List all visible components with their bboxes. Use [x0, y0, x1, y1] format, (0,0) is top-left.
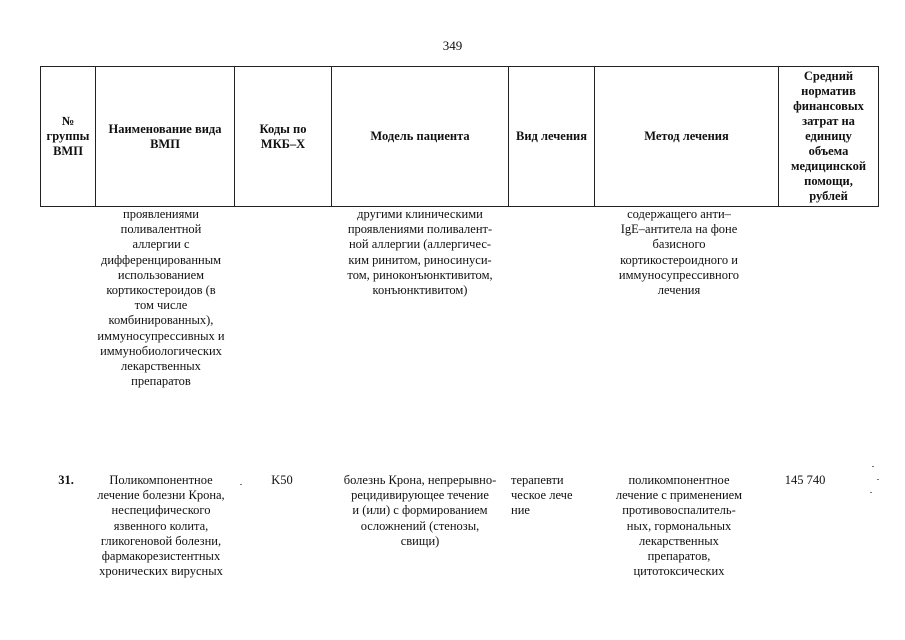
table-row-treatment: терапевти ческое лече ние	[511, 473, 573, 518]
table-row-name: проявлениями поливалентной аллергии с дифференцированным использованием кортикостероидов (в том числе комбинированных), иммуносупрессивных и иммунобиологических лекарственных препаратов	[97, 207, 225, 389]
table-row-model: другими клиническими проявлениями поливалент- ной аллергии (аллергичес- ким ринитом, риносинуси- том, риноконъюнктивитом, конъюнктивитом)	[347, 207, 493, 298]
scan-speck	[240, 484, 242, 485]
table-row-method: поликомпонентное лечение с применением противовоспалитель- ных, гормональных лекарственных препаратов, цитотоксических	[615, 473, 743, 579]
table-row-codes: K50	[271, 473, 293, 487]
scan-speck	[877, 479, 879, 480]
table-row-method: содержащего анти– IgE–антитела на фоне базисного кортикостероидного и иммуносупрессивного лечения	[618, 207, 740, 298]
table-row-cost: 145 740	[784, 473, 826, 487]
table-header	[40, 66, 879, 207]
header-treatment-method: Метод лечения	[595, 67, 779, 207]
scan-speck	[872, 466, 874, 467]
header-treatment-type: Вид лечения	[509, 67, 595, 207]
header-vmp-name: Наименование вида ВМП	[96, 67, 235, 207]
header-average-cost: Средний норматив финансовых затрат на единицу объема медицинской помощи, рублей	[779, 67, 879, 207]
table-row-model: болезнь Крона, непрерывно- рецидивирующее течение и (или) с формированием осложнений (стенозы, свищи)	[343, 473, 497, 548]
scan-speck	[870, 492, 872, 493]
header-patient-model: Модель пациента	[332, 67, 509, 207]
page-number: 349	[442, 38, 463, 53]
header-icd-codes: Коды по МКБ–X	[235, 67, 332, 207]
header-group-number: № группы ВМП	[41, 67, 96, 207]
table-row-group: 31.	[58, 473, 74, 487]
table-row-name: Поликомпонентное лечение болезни Крона, неспецифического язвенного колита, гликогеновой болезни, фармакорезистентных хронических вирусных	[97, 473, 225, 579]
header-row	[41, 67, 879, 207]
